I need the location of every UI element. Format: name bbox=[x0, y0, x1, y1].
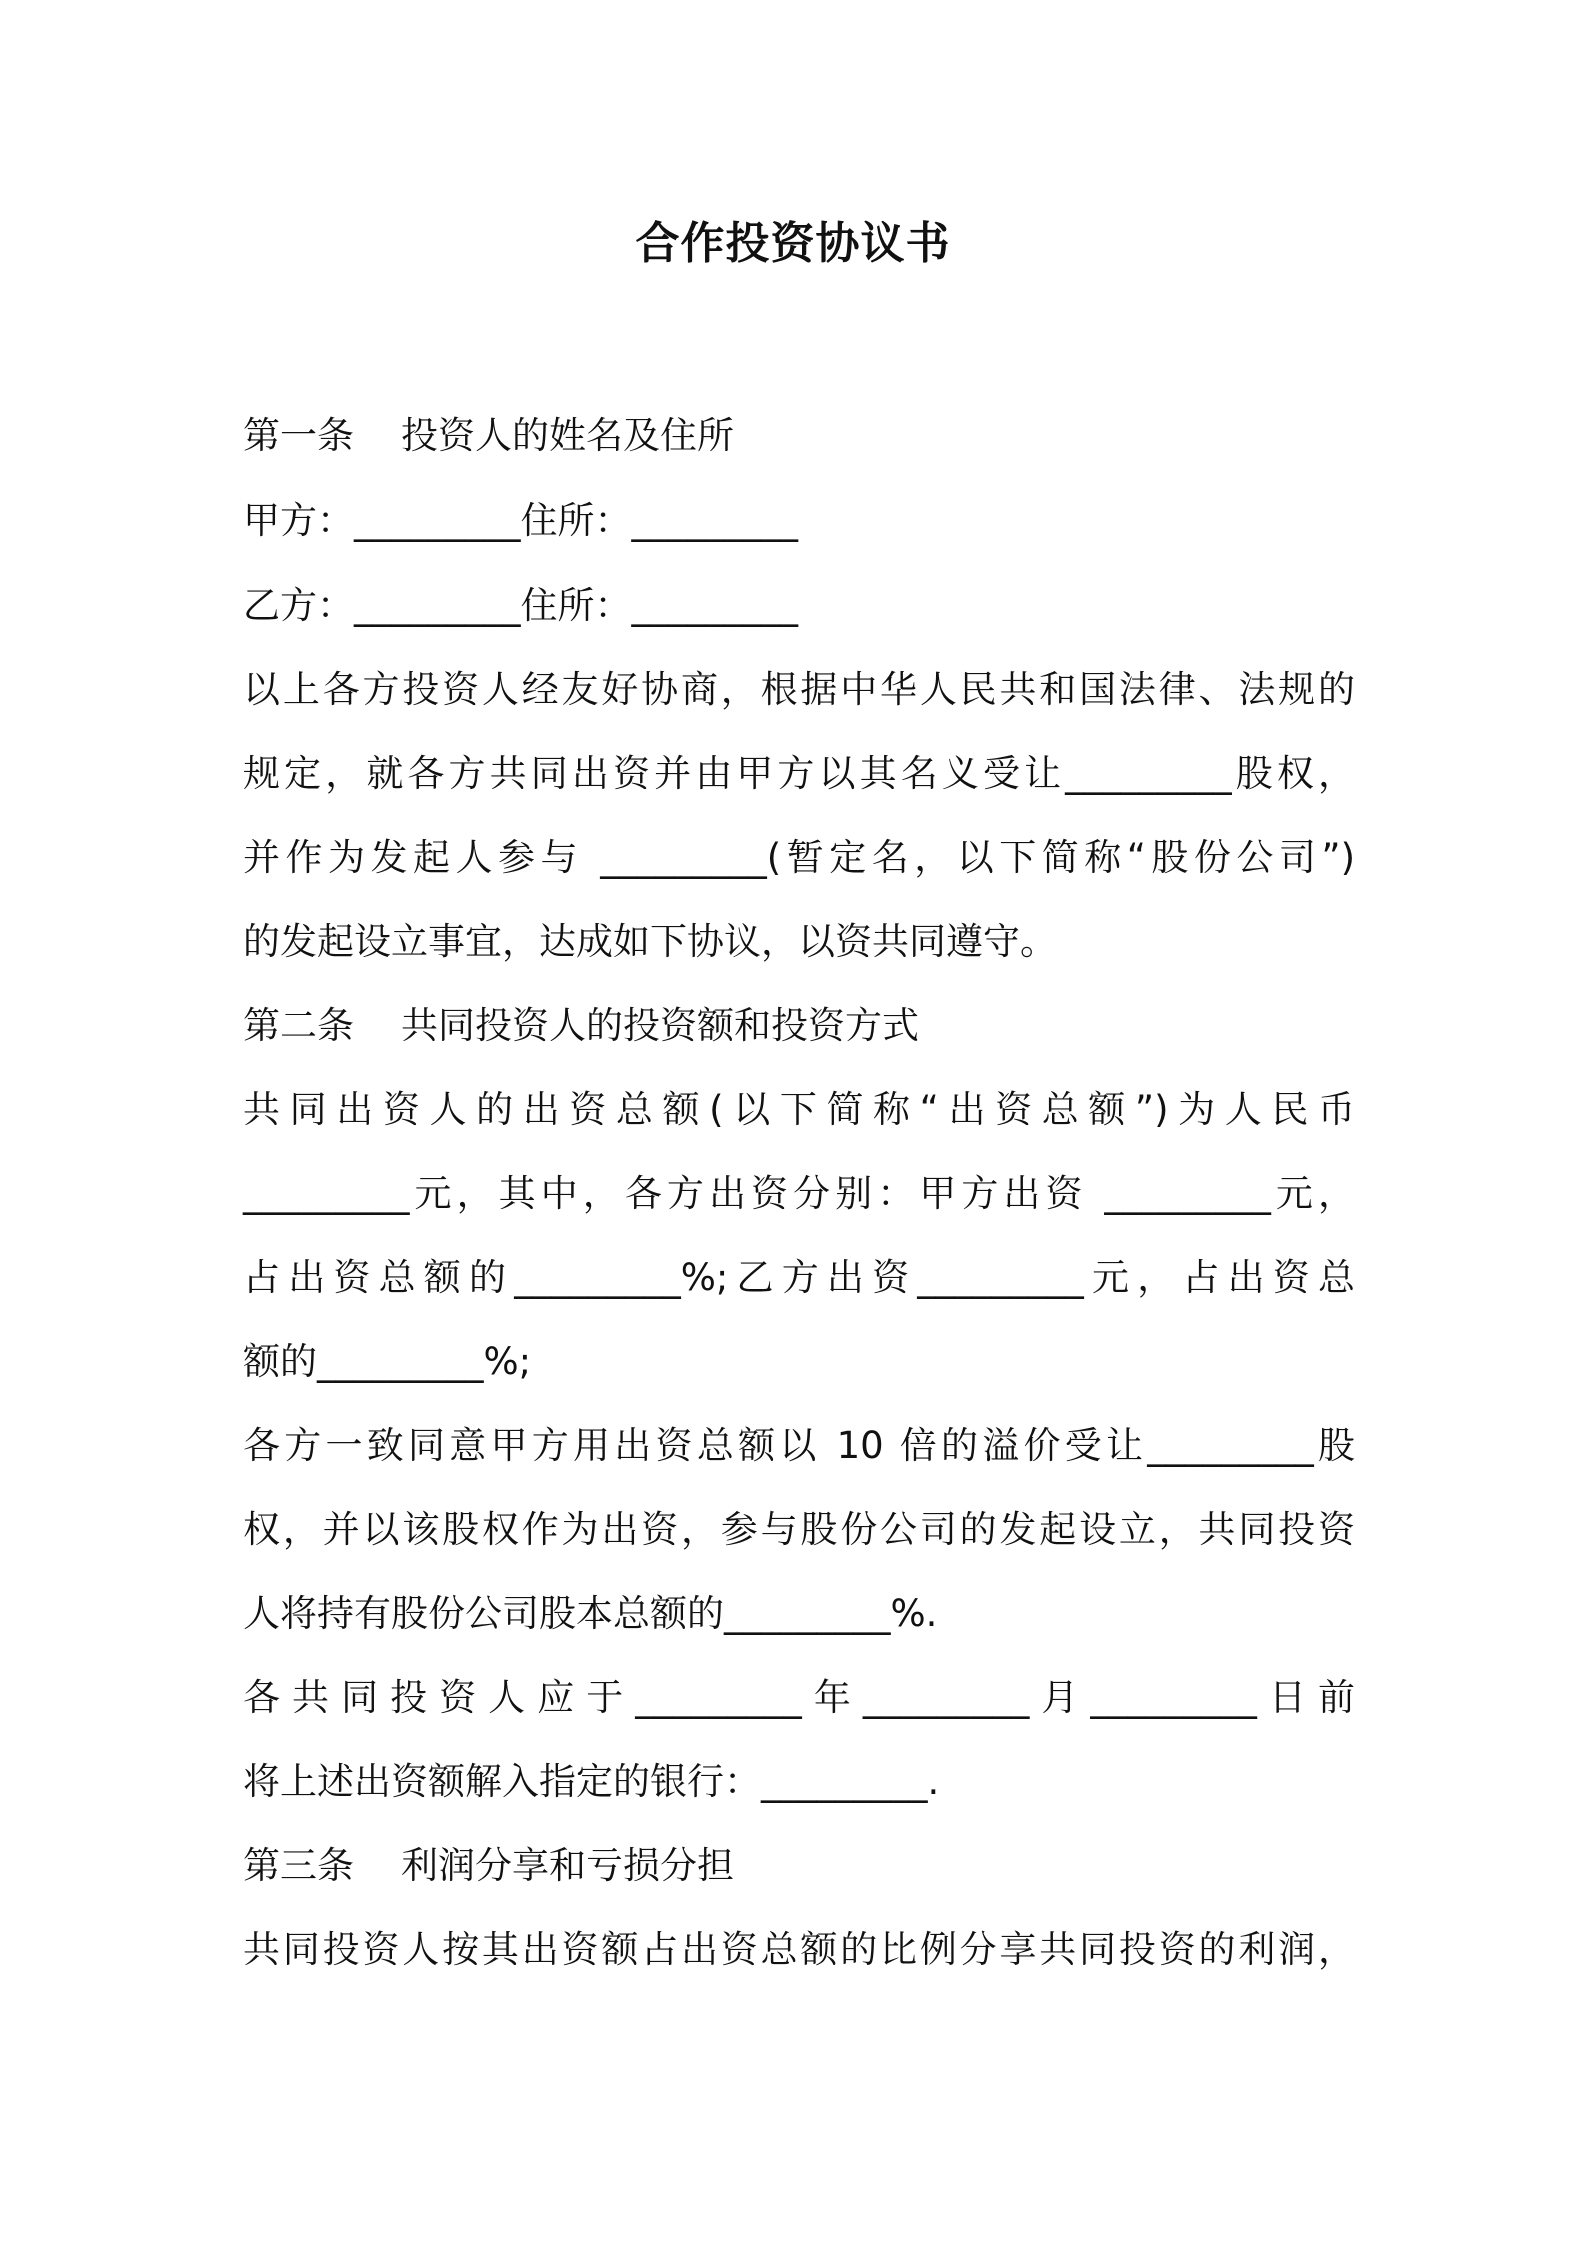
paragraph-line: 人将持有股份公司股本总额的_________%. bbox=[243, 1592, 938, 1635]
paragraph-line: 各共同投资人应于_________年_________月_________日前 bbox=[243, 1676, 1355, 1719]
party-a-line: 甲方：_________住所：_________ bbox=[243, 499, 798, 542]
paragraph-line: 并作为发起人参与 _________(暂定名，以下简称“股份公司”) bbox=[243, 836, 1355, 879]
paragraph-line: 的发起设立事宜，达成如下协议，以资共同遵守。 bbox=[243, 920, 1057, 963]
article-1-heading: 第一条 投资人的姓名及住所 bbox=[243, 414, 735, 457]
paragraph-line: 权，并以该股权作为出资，参与股份公司的发起设立，共同投资 bbox=[243, 1508, 1355, 1551]
paragraph-line: _________元，其中，各方出资分别：甲方出资 _________元， bbox=[243, 1172, 1355, 1215]
paragraph-line: 各方一致同意甲方用出资总额以 10 倍的溢价受让_________股 bbox=[243, 1424, 1355, 1467]
article-3-heading: 第三条 利润分享和亏损分担 bbox=[243, 1844, 735, 1887]
paragraph-line: 规定，就各方共同出资并由甲方以其名义受让_________股权， bbox=[243, 752, 1355, 795]
paragraph-line: 额的_________%; bbox=[243, 1340, 532, 1383]
paragraph-line: 共同投资人按其出资额占出资总额的比例分享共同投资的利润， bbox=[243, 1928, 1355, 1971]
paragraph-line: 以上各方投资人经友好协商，根据中华人民共和国法律、法规的 bbox=[243, 668, 1355, 711]
document-title: 合作投资协议书 bbox=[635, 218, 951, 269]
paragraph-line: 共同出资人的出资总额(以下简称“出资总额”)为人民币 bbox=[243, 1088, 1355, 1131]
party-b-line: 乙方：_________住所：_________ bbox=[243, 584, 798, 627]
article-2-heading: 第二条 共同投资人的投资额和投资方式 bbox=[243, 1004, 920, 1047]
paragraph-line: 将上述出资额解入指定的银行：_________. bbox=[243, 1760, 940, 1803]
paragraph-line: 占出资总额的_________%;乙方出资_________元，占出资总 bbox=[243, 1256, 1355, 1299]
